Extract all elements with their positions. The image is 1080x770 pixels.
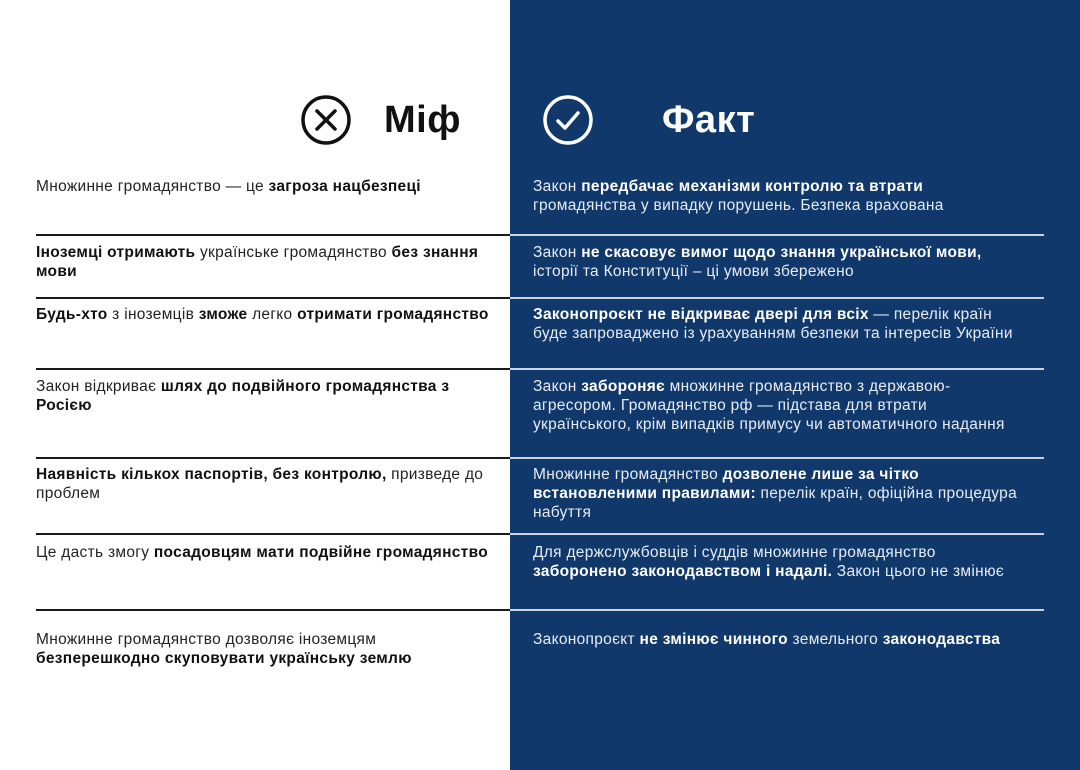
fact-text-run: Закон: [533, 244, 582, 261]
myth-text-run: безперешкодно скуповувати українську землю: [36, 650, 412, 667]
fact-text-run: забороняє: [581, 378, 665, 395]
myth-statement-6: [36, 543, 496, 562]
row-divider: [510, 297, 1044, 299]
myth-statement-7: [36, 630, 496, 668]
fact-statement-6: [533, 543, 1028, 581]
row-divider: [510, 234, 1044, 236]
fact-text-run: земельного: [787, 631, 883, 648]
fact-text-run: передбачає механізми контролю та втрати: [581, 178, 924, 195]
row-divider: [36, 457, 510, 459]
fact-text-run: Законопроєкт не відкриває двері для всіх: [533, 306, 869, 323]
myth-text-run: Множинне громадянство — це: [36, 178, 269, 195]
check-circle-icon: [542, 94, 594, 146]
fact-statement-3: [533, 305, 1028, 343]
myth-text-run: Множинне громадянство дозволяє іноземцям: [36, 631, 377, 648]
fact-text-run: Законопроєкт: [533, 631, 640, 648]
fact-text-run: Для держслужбовців і суддів множинне громадянство: [533, 544, 936, 561]
fact-text-run: Множинне громадянство: [533, 466, 723, 483]
row-divider: [36, 368, 510, 370]
fact-text-run: Закон цього не змінює: [832, 563, 1005, 580]
myth-text-run: зможе: [198, 306, 248, 323]
myth-statement-4: [36, 377, 496, 415]
myth-text-run: з іноземців: [107, 306, 199, 323]
myth-text-run: Будь-хто: [36, 306, 108, 323]
myth-statement-2: [36, 243, 496, 281]
row-divider: [36, 297, 510, 299]
row-divider: [36, 533, 510, 535]
fact-text-run: перелік країн, офіційна процедура набуття: [533, 485, 1018, 521]
myth-text-run: Це дасть змогу: [36, 544, 154, 561]
fact-statement-2: [533, 243, 1028, 281]
myth-title: Міф: [384, 98, 461, 141]
fact-statement-5: [533, 465, 1028, 522]
myth-text-run: без знання мови: [36, 244, 479, 280]
myth-statement-5: [36, 465, 496, 503]
x-circle-icon: [300, 94, 352, 146]
row-divider: [510, 457, 1044, 459]
fact-text-run: громадянства у випадку порушень. Безпека врахована: [533, 197, 944, 214]
fact-text-run: дозволене лише за чітко встановленими правилами:: [533, 466, 919, 502]
myth-text-run: Закон відкриває: [36, 378, 161, 395]
row-divider: [36, 234, 510, 236]
myth-text-run: українське громадянство: [195, 244, 392, 261]
fact-text-run: — перелік країн буде запроваджено із урахуванням безпеки та інтересів України: [533, 306, 1013, 342]
row-divider: [510, 368, 1044, 370]
row-divider: [510, 533, 1044, 535]
myth-text-run: Іноземці отримають: [36, 244, 196, 261]
fact-text-run: Закон: [533, 378, 582, 395]
fact-text-run: множинне громадянство з державою-агресором. Громадянство рф — підстава для втрати українського, крім випадків примусу чи автоматичного надання: [533, 378, 1005, 433]
fact-statement-1: [533, 177, 1028, 215]
myth-text-run: Наявність кількох паспортів, без контролю,: [36, 466, 387, 483]
row-divider: [36, 609, 510, 611]
fact-statement-4: [533, 377, 1028, 434]
fact-header: [542, 92, 755, 148]
myth-text-run: загроза нацбезпеці: [268, 178, 421, 195]
fact-text-run: законодавства: [882, 631, 1001, 648]
fact-text-run: історії та Конституції – ці умови збережено: [533, 263, 854, 280]
myth-text-run: посадовцям мати подвійне громадянство: [153, 544, 488, 561]
fact-statement-7: [533, 630, 1028, 649]
fact-text-run: не скасовує вимог щодо знання української мови,: [581, 244, 982, 261]
myth-text-run: отримати громадянство: [297, 306, 489, 323]
myth-text-run: призведе до проблем: [36, 466, 484, 502]
row-divider: [510, 609, 1044, 611]
myth-statement-1: [36, 177, 496, 196]
myth-text-run: легко: [247, 306, 298, 323]
fact-text-run: Закон: [533, 178, 582, 195]
fact-text-run: заборонено законодавством і надалі.: [533, 563, 833, 580]
fact-title: Факт: [662, 98, 756, 141]
myth-text-run: шлях до подвійного громадянства з Росією: [36, 378, 450, 414]
myth-statement-3: [36, 305, 496, 324]
myth-header: [300, 92, 461, 148]
fact-text-run: не змінює чинного: [639, 631, 788, 648]
